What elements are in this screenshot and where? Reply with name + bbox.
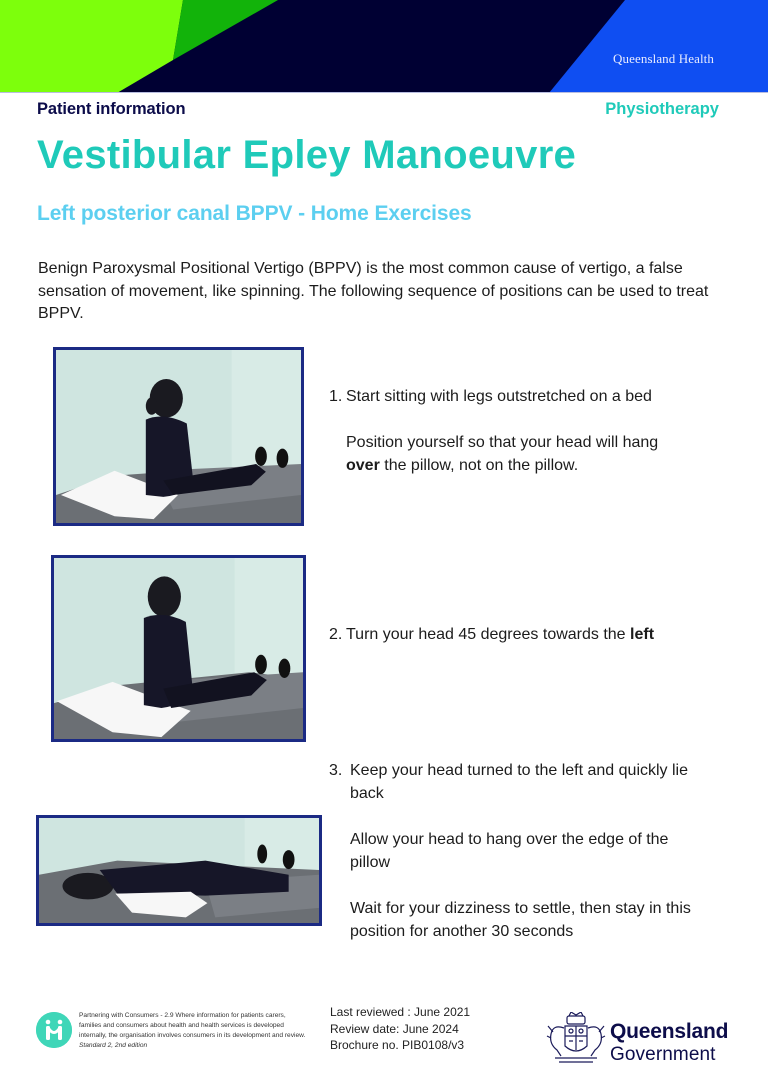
partnering-with-consumers-icon (36, 1012, 72, 1048)
logo-text-queensland: Queensland (610, 1020, 729, 1043)
step-detail: Wait for your dizziness to settle, then stay in this position for another 30 seconds (350, 900, 691, 940)
step-3-photo (36, 815, 322, 926)
step-1 (329, 385, 729, 477)
partnering-with-consumers-note: Partnering with Consumers - 2.9 Where information for patients carers, families and consumers about health and health services is developed internally, the organisation involves consumers in its development and review. Standard 2, 2nd edition (79, 1012, 306, 1049)
emphasis-left: left (630, 626, 655, 643)
step-2-photo (51, 555, 306, 742)
standard-reference: Standard 2, 2nd edition (79, 1042, 148, 1049)
step-detail: Position yourself so that your head will hang over the pillow, not on the pillow. (346, 434, 659, 474)
department-label: Physiotherapy (605, 100, 719, 118)
consumers-figure-icon (36, 1012, 72, 1048)
review-info (330, 1004, 470, 1054)
woman-head-turned-photo-icon (54, 558, 303, 739)
step-detail: Allow your head to hang over the edge of the pillow (350, 831, 669, 871)
header-banner (0, 0, 768, 93)
step-number: 3. (329, 762, 343, 779)
emphasis-over: over (346, 457, 380, 474)
review-date: Review date: June 2024 (330, 1021, 459, 1036)
woman-sitting-photo-icon (56, 350, 301, 523)
queensland-government-logo (545, 1012, 745, 1070)
intro-paragraph: Benign Paroxysmal Positional Vertigo (BPPV) is the most common cause of vertigo, a false sensation of movement, like spinning. The following sequence of positions can be used to treat BPPV. (38, 260, 709, 322)
woman-lying-back-photo-icon (39, 818, 319, 923)
step-number: 2. (329, 626, 343, 643)
brochure-number: Brochure no. PIB0108/v3 (330, 1038, 465, 1052)
step-number: 1. (329, 388, 343, 405)
step-instruction: Start sitting with legs outstretched on a bed (346, 388, 652, 405)
page-title: Vestibular Epley Manoeuvre (37, 133, 577, 177)
step-3 (329, 759, 739, 943)
logo-text-government: Government (610, 1044, 716, 1065)
banner-graphic (0, 0, 768, 93)
step-instruction: Keep your head turned to the left and quickly lie back (350, 762, 688, 802)
organisation-name: Queensland Health (613, 51, 714, 66)
step-1-photo (53, 347, 304, 526)
last-reviewed: Last reviewed : June 2021 (330, 1005, 471, 1019)
step-instruction: Turn your head 45 degrees towards the (346, 626, 631, 643)
queensland-coat-of-arms-icon (545, 1012, 607, 1068)
page-subtitle: Left posterior canal BPPV - Home Exercises (37, 202, 472, 225)
patient-information-label: Patient information (37, 100, 186, 118)
step-2 (329, 623, 729, 646)
